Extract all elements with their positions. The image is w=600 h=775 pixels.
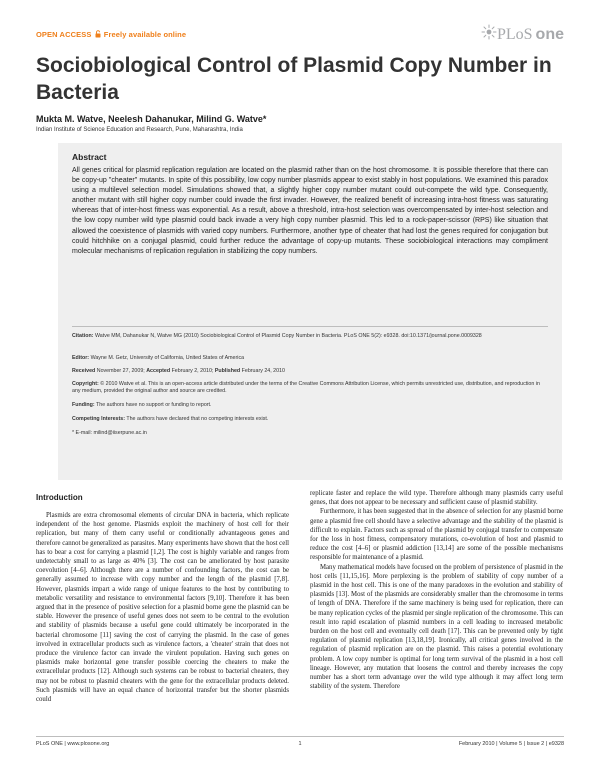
abstract-divider	[72, 326, 548, 327]
copyright-label: Copyright:	[72, 381, 99, 387]
footer-journal-url: PLoS ONE | www.plosone.org	[36, 741, 110, 747]
editor-label: Editor:	[72, 355, 90, 361]
dates-line	[72, 368, 548, 375]
body-column-left	[36, 511, 289, 704]
footer-rule	[36, 736, 564, 737]
body-paragraph: Many mathematical models have focused on the problem of persistence of plasmid in the host cells [11,15,16]. More perplexing is the problem of stability of copy number of a plasmid in the host cell. This is one of the many paradoxes in the evolution and stability of plasmids [13]. Most of the plasmids are considerably smaller than the chromosome in terms of length of DNA. Therefore if the same machinery is being used for replication, there can be many replication cycles of the plasmid per single replication of the chromosome. This can result into rapid escalation of plasmid numbers in a cell leading to increased metabolic burden on the host cell and eventually cell death [17]. This can be prevented only by tight regulation of plasmid replication [13,18,19]. Ironically, all critical genes involved in the regulation of plasmid replication are on the plasmid. This raises a potential evolutionary problem. A low copy number is optimal for long term survival of the plasmid in a host cell lineage. However, any mutation that loosens the control and thereby increases the copy number has a short term advantage over the wild type although it may affect long term stability of the system. Therefore	[310, 563, 563, 691]
citation-line	[72, 333, 548, 340]
author-affiliation: Indian Institute of Science Education and Research, Pune, Maharashtra, India	[36, 127, 243, 133]
citation-label: Citation:	[72, 333, 94, 339]
abstract-box	[58, 143, 562, 480]
abstract-heading: Abstract	[72, 152, 107, 162]
funding-text: The authors have no support or funding to report.	[96, 402, 212, 408]
body-column-right	[310, 489, 563, 691]
funding-line	[72, 402, 548, 409]
editor-line	[72, 355, 548, 362]
footer-issue-info: February 2010 | Volume 5 | Issue 2 | e9328	[458, 741, 564, 747]
one-logo-text: one	[535, 25, 564, 43]
email-line	[72, 430, 548, 437]
citation-text: Watve MM, Dahanukar N, Watve MG (2010) Sociobiological Control of Plasmid Copy Number in Bacteria. PLoS ONE 5(2): e9328. doi:10.1371/journal.pone.0009328	[94, 333, 482, 339]
body-paragraph: Furthermore, it has been suggested that in the absence of selection for any plasmid borne gene a plasmid free cell should have a selective advantage and the stability of the plasmid is difficult to explain. Factors such as spread of the plasmid by conjugal transfer to compensate for the loss in host fitness, compensatory mutations, co-evolution of host and plasmid to reduce the cost [4–6] or plasmid addiction [13,14] are some of the possible mechanisms responsible for maintenance of a plasmid.	[310, 508, 563, 562]
open-access-lock-icon	[95, 30, 101, 40]
published-date: February 24, 2010	[241, 368, 285, 374]
open-access-badge	[36, 30, 186, 40]
article-title: Sociobiological Control of Plasmid Copy Number in Bacteria	[36, 54, 552, 104]
author-list: Mukta M. Watve, Neelesh Dahanukar, Milind G. Watve*	[36, 114, 267, 124]
page-number: 1	[298, 741, 302, 747]
plos-one-logo	[481, 24, 564, 45]
plos-logo-sun-icon	[481, 24, 497, 45]
open-access-label: OPEN ACCESS	[36, 30, 92, 39]
plos-logo-text: PLoS	[496, 25, 533, 43]
funding-label: Funding:	[72, 402, 95, 408]
accepted-label: Accepted	[146, 368, 171, 374]
competing-interests-text: The authors have declared that no competing interests exist.	[126, 416, 269, 422]
accepted-date: February 2, 2010;	[171, 368, 214, 374]
received-date: November 27, 2009;	[96, 368, 145, 374]
introduction-heading: Introduction	[36, 493, 83, 502]
intro-paragraph: Plasmids are extra chromosomal elements of circular DNA in bacteria, which replicate independent of the host genome. Plasmids exploit the machinery of host cell for their replication, but many of them carry useful or conditionally advantageous genes and therefore cannot be generalized as parasites. Many experiments have shown that the host cell has to bear a cost for carrying a plasmid [1,2]. The cost is highly variable and ranges from undetectably small to as large as 40% [3]. The cost can be ameliorated by host parasite coevolution [4–6]. Although there are a number of confounding factors, the cost can be generally assumed to increase with copy number and the length of the plasmid [7,8]. However, plasmids impart a wide range of unique features to the host by contributing to metabolic versatility and resistance to environmental factors [9,10]. Therefore it has been argued that in the presence of positive selection for a plasmid borne gene the plasmid can be stable. However the presence of useful genes does not seem to be central to the evolution and stability of plasmids because a useful gene could ultimately be incorporated in the bacterial chromosome [11] saving the cost of carrying the plasmid. In the case of genes involved in extracellular products such as virulence factors, a 'cheater' strain that does not produce the virulence factor can invade the virulent population. Having such genes on plasmids make horizontal gene transfer possible coercing the cheaters to make the extracellular products [12]. Although such systems can be robust to bacterial cheaters, they may not be robust to plasmid cheaters with the gene for the extracellular products deleted. Such plasmids will have an equal chance of horizontal transfer but the shorter plasmids could	[36, 512, 289, 704]
freely-available-label: Freely available online	[103, 30, 187, 39]
received-label: Received	[72, 368, 96, 374]
published-label: Published	[214, 368, 241, 374]
competing-interests-line	[72, 416, 548, 423]
abstract-text: All genes critical for plasmid replication regulation are located on the plasmid rather than on the host chromosome. It is possible therefore that there can be copy-up "cheater" mutants. In spite of this possibility, low copy number plasmids appear to exist stably in host populations. We examined this paradox using a multilevel selection model. Simulations showed that, a slightly higher copy number mutant could out-compete the wild type. Consequently, another mutant with still higher copy number could invade the first invader. However, the realized benefit of increasing intra-host fitness was saturating whereas that of inter-host fitness was exponential. As a result, above a threshold, intra-host selection was overcompensated by inter-host selection and the low copy number wild type plasmid could back invade a very high copy number plasmid. This led to a rock-paper-scissor (RPS) like situation that allowed the coexistence of plasmids with varied copy numbers. Furthermore, another type of cheater that had lost the genes required for conjugation but could hitchhike on a conjugal plasmid, could further reduce the advantage of copy-up mutants. These sociobiological interactions may compliment molecular mechanisms of replication regulation in stabilizing the copy numbers.	[72, 167, 548, 255]
continued-paragraph: replicate faster and replace the wild type. Therefore although many plasmids carry useful genes, that does not appear to be necessary and sufficient cause of plasmid stability.	[310, 490, 563, 507]
copyright-text: © 2010 Watve et al. This is an open-access article distributed under the terms of the Creative Commons Attribution License, which permits unrestricted use, distribution, and reproduction in any medium, provided the original author and source are credited.	[72, 381, 540, 394]
corresponding-email: * E-mail: milind@iiserpune.ac.in	[72, 430, 147, 436]
editor-text: Wayne M. Getz, University of California, United States of America	[90, 355, 245, 361]
copyright-line	[72, 381, 548, 395]
competing-interests-label: Competing Interests:	[72, 416, 125, 422]
